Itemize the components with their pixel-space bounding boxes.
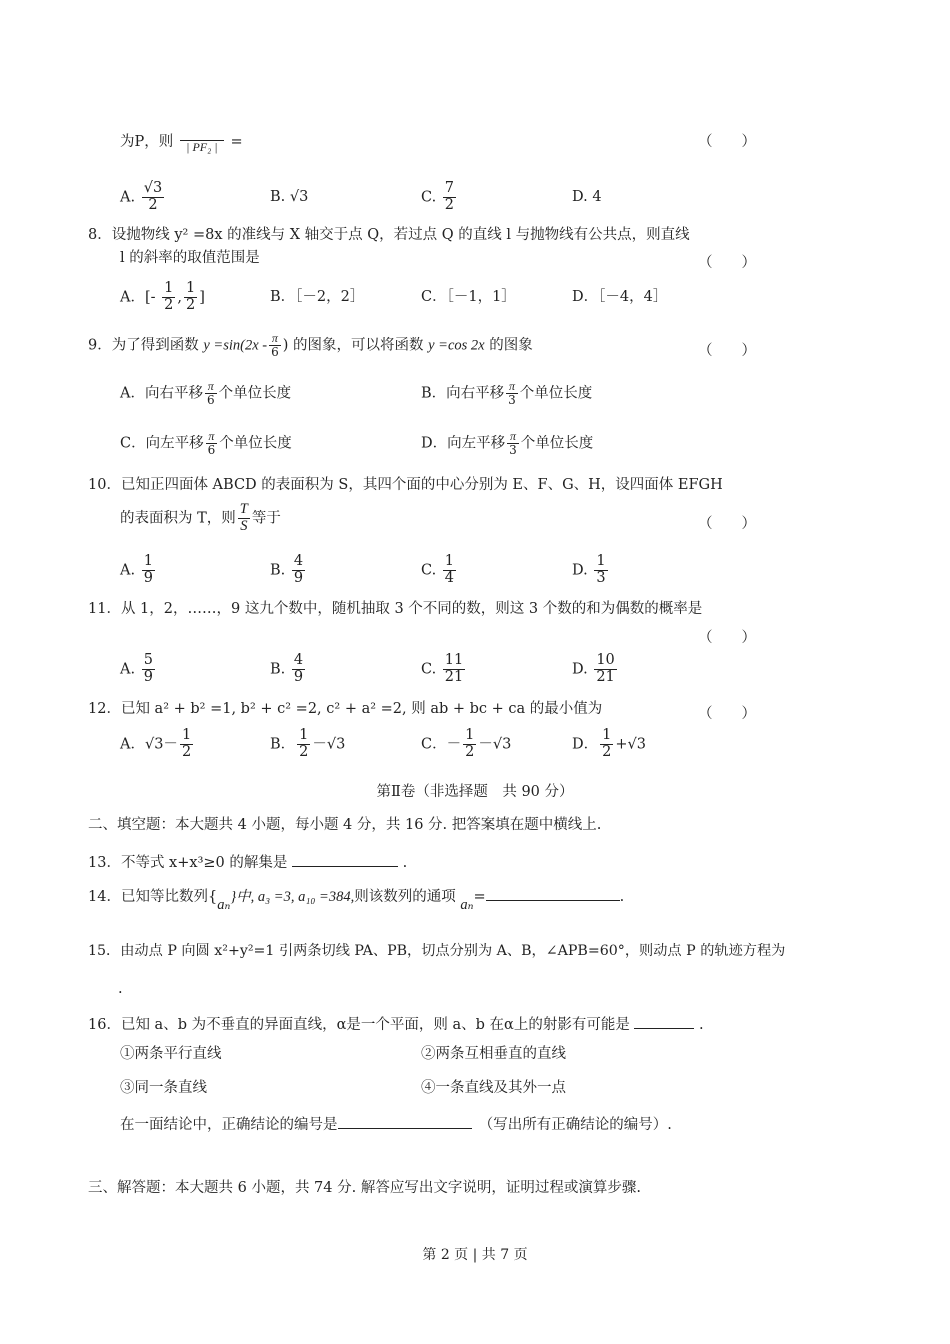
q15-period: .	[118, 981, 123, 997]
q10-optD-den: 3	[596, 569, 606, 586]
q7-option-d-label: D.	[572, 189, 588, 205]
q7-option-b-label: B.	[270, 189, 286, 205]
q7-eq: =	[230, 134, 243, 151]
q13-text: 13．不等式 x+x³≥0 的解集是	[88, 855, 288, 871]
q10-option-d	[572, 554, 610, 587]
q12-optD-tail: +√3	[615, 736, 646, 753]
q10-optA-label: A.	[120, 562, 136, 579]
q16-conclusion-text: 在一面结论中，正确结论的编号是	[120, 1117, 338, 1133]
q11-optD-num: 10	[596, 652, 615, 668]
section2-heading: 二、填空题：本大题共 4 小题，每小题 4 分，共 16 分. 把答案填在题中横线上.	[88, 817, 602, 833]
q10-line2	[120, 502, 281, 535]
q10-optB-den: 9	[293, 569, 304, 586]
q8-optA-den2: 2	[185, 296, 196, 313]
q11-optC-num: 11	[444, 652, 464, 668]
q8-line2: l 的斜率的取值范围是	[120, 250, 260, 266]
q7-tail	[120, 130, 243, 154]
q11-optB-label: B.	[270, 661, 286, 678]
q16	[88, 1014, 704, 1033]
q10-optC-frac	[443, 554, 456, 587]
q11-line1: 11．从 1，2，……，9 这九个数中，随机抽取 3 个不同的数，则这 3 个数的和为偶数的概率是	[88, 601, 703, 617]
q7-frac-den: | PF₂ |	[186, 140, 218, 154]
q14-period: .	[619, 889, 625, 905]
q16-option-3: ③同一条直线	[120, 1080, 207, 1096]
q10-optD-label: D.	[572, 562, 588, 579]
q14-an2: aₙ	[460, 897, 474, 913]
q8-option-a-frac1	[162, 281, 175, 314]
q8-paren: （ ）	[698, 255, 756, 271]
q9-optD-label: D．向左平移	[421, 435, 506, 452]
q14-an: aₙ	[217, 897, 231, 913]
q12-option-a	[120, 728, 195, 761]
q9-option-b	[421, 380, 592, 407]
q12-paren: （ ）	[698, 706, 756, 722]
q14-text-c: 则该数列的通项	[354, 889, 456, 905]
q7-option-c-frac	[443, 181, 456, 214]
q11-option-b	[270, 653, 307, 686]
q9-mid: 的图象，可以将函数	[293, 337, 424, 354]
q16-period: .	[699, 1017, 704, 1033]
q16-answer-blank[interactable]	[634, 1014, 694, 1029]
q12-optC-num: 1	[465, 727, 475, 743]
q9-optB-den: 3	[508, 393, 516, 408]
q7-option-c-label: C.	[421, 189, 437, 206]
q9-optD-unit: 个单位长度	[520, 435, 594, 452]
q8-option-b: B．［－2，2］	[270, 289, 365, 305]
q10-optC-den: 4	[444, 569, 455, 586]
q7-paren: （ ）	[698, 134, 756, 150]
q10-optB-label: B.	[270, 562, 286, 579]
q16-option-1: ①两条平行直线	[120, 1046, 222, 1062]
q9-close: )	[282, 337, 289, 354]
q11-optB-den: 9	[293, 668, 304, 685]
q11-optD-frac	[594, 653, 616, 686]
q8-line1: 8．设抛物线 y² =8x 的准线与 X 轴交于点 Q，若过点 Q 的直线 l 与抛物线有公共点，则直线	[88, 227, 690, 243]
q8-option-a-label: A．[-	[120, 289, 156, 306]
q11-optB-num: 4	[293, 652, 304, 668]
q10-optA-frac	[142, 554, 155, 587]
q10-option-c	[421, 554, 458, 587]
q14	[88, 886, 625, 913]
q12-line1: 12．已知 a² + b² =1, b² + c² =2, c² + a² =2, 则 ab + bc + ca 的最小值为	[88, 701, 603, 717]
q16-option-2: ②两条互相垂直的直线	[421, 1046, 566, 1062]
q9-optB-unit: 个单位长度	[519, 385, 593, 402]
q11-optC-den: 21	[444, 668, 464, 685]
q9-optC-label: C．向左平移	[120, 435, 204, 452]
q9-option-c	[120, 430, 292, 457]
q16-conclusion-blank[interactable]	[338, 1114, 472, 1129]
q7-tail-text: 为P，则	[120, 134, 174, 151]
q9-option-a	[120, 380, 291, 407]
q9-optB-label: B．向右平移	[421, 385, 505, 402]
q15-line1: 15．由动点 P 向圆 x²+y²=1 引两条切线 PA、PB，切点分别为 A、B，∠APB=60°，则动点 P 的轨迹方程为	[88, 943, 786, 959]
q11-paren: （ ）	[698, 630, 756, 646]
q9-optD-den: 3	[509, 443, 517, 458]
q12-option-b	[270, 728, 345, 761]
q9-optA-label: A．向右平移	[120, 385, 203, 402]
q7-option-b	[270, 190, 308, 205]
q10-optC-num: 1	[444, 553, 455, 569]
q7-fraction	[180, 130, 224, 154]
q9-optC-frac	[206, 430, 218, 457]
q10-num: T	[239, 501, 248, 517]
q9-optA-den: 6	[206, 393, 215, 408]
q11-optC-label: C.	[421, 661, 437, 678]
q12-optB-frac	[297, 728, 310, 761]
q12-optB-tail: －√3	[312, 736, 346, 753]
q12-optA-den: 2	[181, 743, 192, 760]
q9-func: y =sin(2x -	[203, 337, 268, 354]
q11-optC-frac	[443, 653, 465, 686]
q7-option-a	[120, 181, 166, 214]
q7-option-c-num: 7	[444, 180, 455, 196]
q8-option-a: A．[- $\frac{1}{2}$ , $\frac{1}{2}$ ]	[120, 280, 205, 313]
q10-optB-frac	[292, 554, 305, 587]
q8-option-a-frac2	[184, 281, 197, 314]
q10-optA-den: 9	[143, 569, 153, 586]
q9-optC-unit: 个单位长度	[219, 435, 292, 452]
q8-optA-num1: 1	[164, 280, 174, 296]
q10-optD-frac	[594, 554, 607, 587]
q10-suffix: 等于	[251, 510, 281, 527]
q10-paren: （ ）	[698, 516, 756, 532]
q11-optD-den: 21	[596, 668, 615, 685]
q9-optC-pi: π	[206, 430, 218, 444]
q12-optA-label: A．√3－	[120, 736, 178, 753]
q9-optD-pi: π	[507, 430, 519, 444]
q10-option-b	[270, 554, 307, 587]
part2-title: 第Ⅱ卷（非选择题 共 90 分）	[376, 784, 574, 800]
q16-conclusion	[120, 1114, 672, 1133]
q12-optC-den: 2	[465, 743, 475, 760]
q10-den: S	[240, 517, 248, 534]
q10-frac	[238, 502, 250, 535]
q9-prefix: 9．为了得到函数	[88, 337, 199, 354]
q14-text-b: }中, a₃ =3, a₁₀ =384,	[230, 889, 355, 905]
q13-period: .	[402, 855, 408, 871]
q9-frac	[269, 332, 281, 359]
q8-optA-den1: 2	[164, 296, 174, 313]
q7-option-a-num: √3	[143, 180, 163, 196]
q14-answer-blank[interactable]	[486, 886, 620, 901]
q11-optD-label: D.	[572, 661, 588, 678]
q12-optD-den: 2	[602, 743, 612, 760]
q12-optC-tail: －√3	[478, 736, 512, 753]
q7-option-d	[572, 190, 602, 205]
q11-optA-den: 9	[143, 668, 153, 685]
q11-optA-num: 5	[143, 652, 153, 668]
q12-optD-num: 1	[602, 727, 612, 743]
q11-optB-frac	[292, 653, 305, 686]
q12-option-d	[572, 728, 646, 761]
q10-optD-num: 1	[596, 553, 606, 569]
q14-text-a: 14．已知等比数列{	[88, 889, 218, 905]
q8-optA-close: ]	[199, 289, 205, 306]
q7-option-d-text: 4	[592, 189, 602, 205]
q10-option-a	[120, 554, 157, 587]
q16-conclusion-tail: （写出所有正确结论的编号）.	[486, 1117, 672, 1133]
q10-line1: 10．已知正四面体 ABCD 的表面积为 S，其四个面的中心分别为 E、F、G、H，设四面体 EFGH	[88, 477, 723, 493]
q12-optA-frac	[180, 728, 193, 761]
q9-optB-pi: π	[506, 380, 518, 394]
q9-pi: π	[269, 332, 281, 346]
q12-optD-label: D．	[572, 736, 599, 753]
q9-optB-frac	[506, 380, 518, 407]
q9-option-d	[421, 430, 593, 457]
section3-heading: 三、解答题：本大题共 6 小题，共 74 分. 解答应写出文字说明，证明过程或演算步骤.	[88, 1180, 641, 1196]
q12-optB-num: 1	[299, 727, 309, 743]
page-footer: 第 2 页 | 共 7 页	[422, 1247, 528, 1263]
q7-option-a-frac	[142, 181, 164, 214]
q7-option-b-text: √3	[289, 189, 309, 205]
q11-option-d	[572, 653, 619, 686]
q12-optB-label: B．	[270, 736, 296, 753]
q7-option-a-den: 2	[148, 196, 158, 213]
q9-stem	[88, 332, 533, 359]
q13-answer-blank[interactable]	[292, 852, 398, 867]
q12-optA-num: 1	[181, 727, 192, 743]
q9-optA-frac	[205, 380, 217, 407]
q16-text: 16．已知 a、b 为不垂直的异面直线，α是一个平面，则 a、b 在α上的射影有可能是	[88, 1017, 630, 1033]
q8-option-d: D．［－4，4］	[572, 289, 668, 305]
q7-option-c-den: 2	[444, 196, 455, 213]
q12-optD-frac	[600, 728, 613, 761]
q12-option-c	[421, 728, 511, 761]
q9-func2: y =cos 2x	[428, 337, 485, 354]
q11-option-c	[421, 653, 467, 686]
q9-optA-pi: π	[205, 380, 217, 394]
q10-optA-num: 1	[143, 553, 153, 569]
q9-optD-frac	[507, 430, 519, 457]
q10-optC-label: C.	[421, 562, 437, 579]
q14-eq: =	[473, 889, 486, 905]
q10-optB-num: 4	[293, 553, 304, 569]
q13	[88, 852, 407, 871]
q11-option-a	[120, 653, 157, 686]
q11-optA-frac	[142, 653, 155, 686]
q9-paren: （ ）	[698, 343, 756, 359]
q9-six: 6	[271, 345, 279, 360]
q8-option-c: C．［－1，1］	[421, 289, 516, 305]
q16-option-4: ④一条直线及其外一点	[421, 1080, 566, 1096]
q10-prefix: 的表面积为 T，则	[120, 510, 236, 527]
q12-optC-label: C．－	[421, 736, 462, 753]
q9-suffix: 的图象	[489, 337, 533, 354]
q9-optA-unit: 个单位长度	[218, 385, 292, 402]
q8-optA-num2: 1	[185, 280, 196, 296]
q9-optC-den: 6	[207, 443, 216, 458]
q7-option-a-label: A.	[120, 189, 136, 206]
q12-optB-den: 2	[299, 743, 309, 760]
q12-optC-frac	[463, 728, 476, 761]
q11-optA-label: A.	[120, 661, 136, 678]
q7-option-c	[421, 181, 458, 214]
